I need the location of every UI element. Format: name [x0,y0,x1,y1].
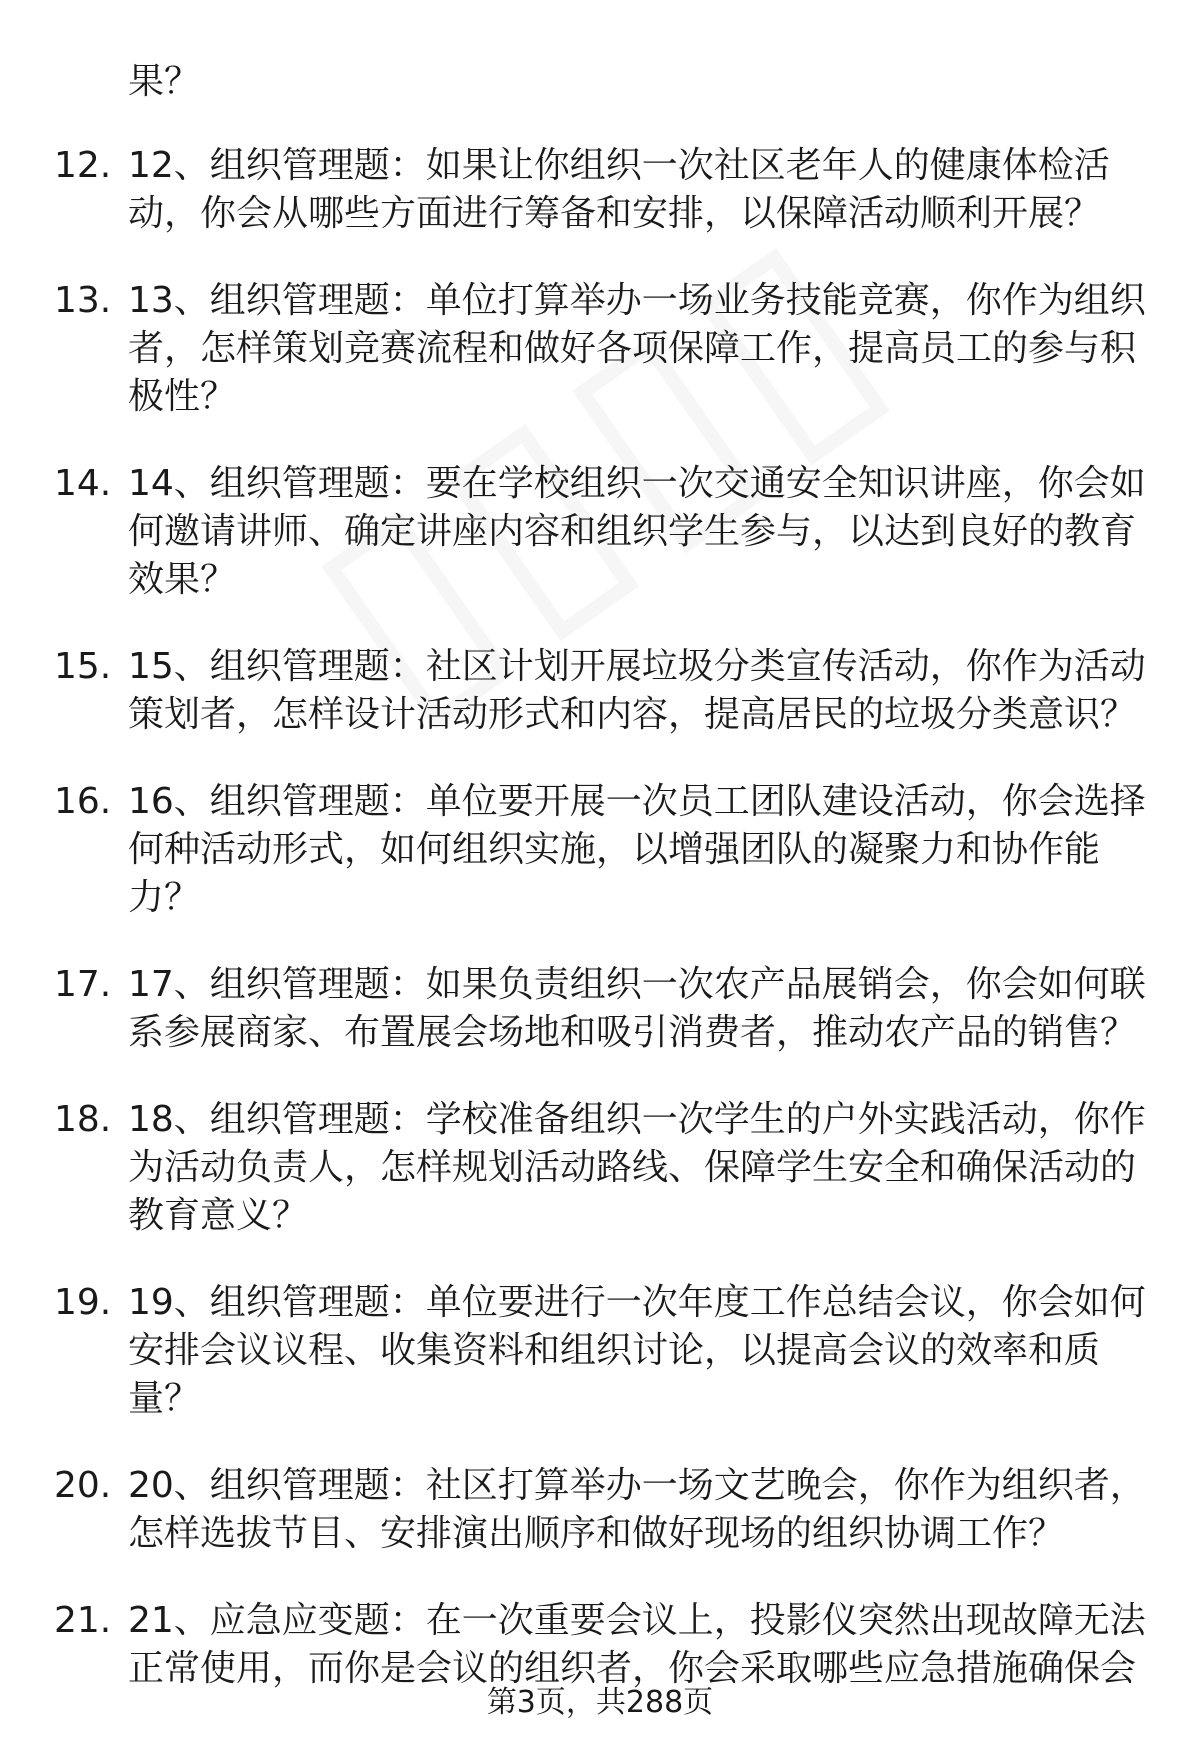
question-number: 17. [54,964,112,1005]
question-item [0,142,1200,238]
question-number: 16. [54,781,112,822]
question-text: 12、组织管理题：如果让你组织一次社区老年人的健康体检活动，你会从哪些方面进行筹备和安排，以保障活动顺利开展？ [128,145,1110,234]
question-item [0,961,1200,1057]
question-text: 21、应急应变题：在一次重要会议上，投影仪突然出现故障无法正常使用，而你是会议的组织者，你会采取哪些应急措施确保会 [128,1600,1146,1689]
question-text: 15、组织管理题：社区计划开展垃圾分类宣传活动，你作为活动策划者，怎样设计活动形式和内容，提高居民的垃圾分类意识？ [128,646,1146,735]
question-number: 13. [54,280,112,321]
question-text: 20、组织管理题：社区打算举办一场文艺晚会，你作为组织者，怎样选拔节目、安排演出顺序和做好现场的组织协调工作？ [128,1465,1146,1554]
question-item [0,778,1200,922]
question-number: 18. [54,1099,112,1140]
question-text: 16、组织管理题：单位要开展一次员工团队建设活动，你会选择何种活动形式，如何组织实施，以增强团队的凝聚力和协作能力？ [128,781,1146,918]
continuation-text: 果？ [128,61,201,102]
question-number: 15. [54,646,112,687]
question-item [0,1462,1200,1558]
question-item [0,277,1200,421]
question-text: 13、组织管理题：单位打算举办一场业务技能竞赛，你作为组织者，怎样策划竞赛流程和做好各项保障工作，提高员工的参与积极性？ [128,280,1146,417]
question-text: 19、组织管理题：单位要进行一次年度工作总结会议，你会如何安排会议议程、收集资料和组织讨论，以提高会议的效率和质量？ [128,1282,1146,1419]
question-item [0,643,1200,739]
question-number: 19. [54,1282,112,1323]
question-text: 18、组织管理题：学校准备组织一次学生的户外实践活动，你作为活动负责人，怎样规划活动路线、保障学生安全和确保活动的教育意义？ [128,1099,1146,1236]
question-number: 20. [54,1465,112,1506]
question-list [0,142,1200,1732]
question-item [0,1279,1200,1423]
question-number: 14. [54,463,112,504]
question-text: 17、组织管理题：如果负责组织一次农产品展销会，你会如何联系参展商家、布置展会场地和吸引消费者，推动农产品的销售？ [128,964,1146,1053]
question-item [0,1096,1200,1240]
question-text: 14、组织管理题：要在学校组织一次交通安全知识讲座，你会如何邀请讲师、确定讲座内容和组织学生参与，以达到良好的教育效果？ [128,463,1146,600]
page-footer: 第3页，共288页 [486,1685,714,1720]
question-number: 12. [54,145,112,186]
question-item [0,1597,1200,1693]
question-item [0,460,1200,604]
question-number: 21. [54,1600,112,1641]
